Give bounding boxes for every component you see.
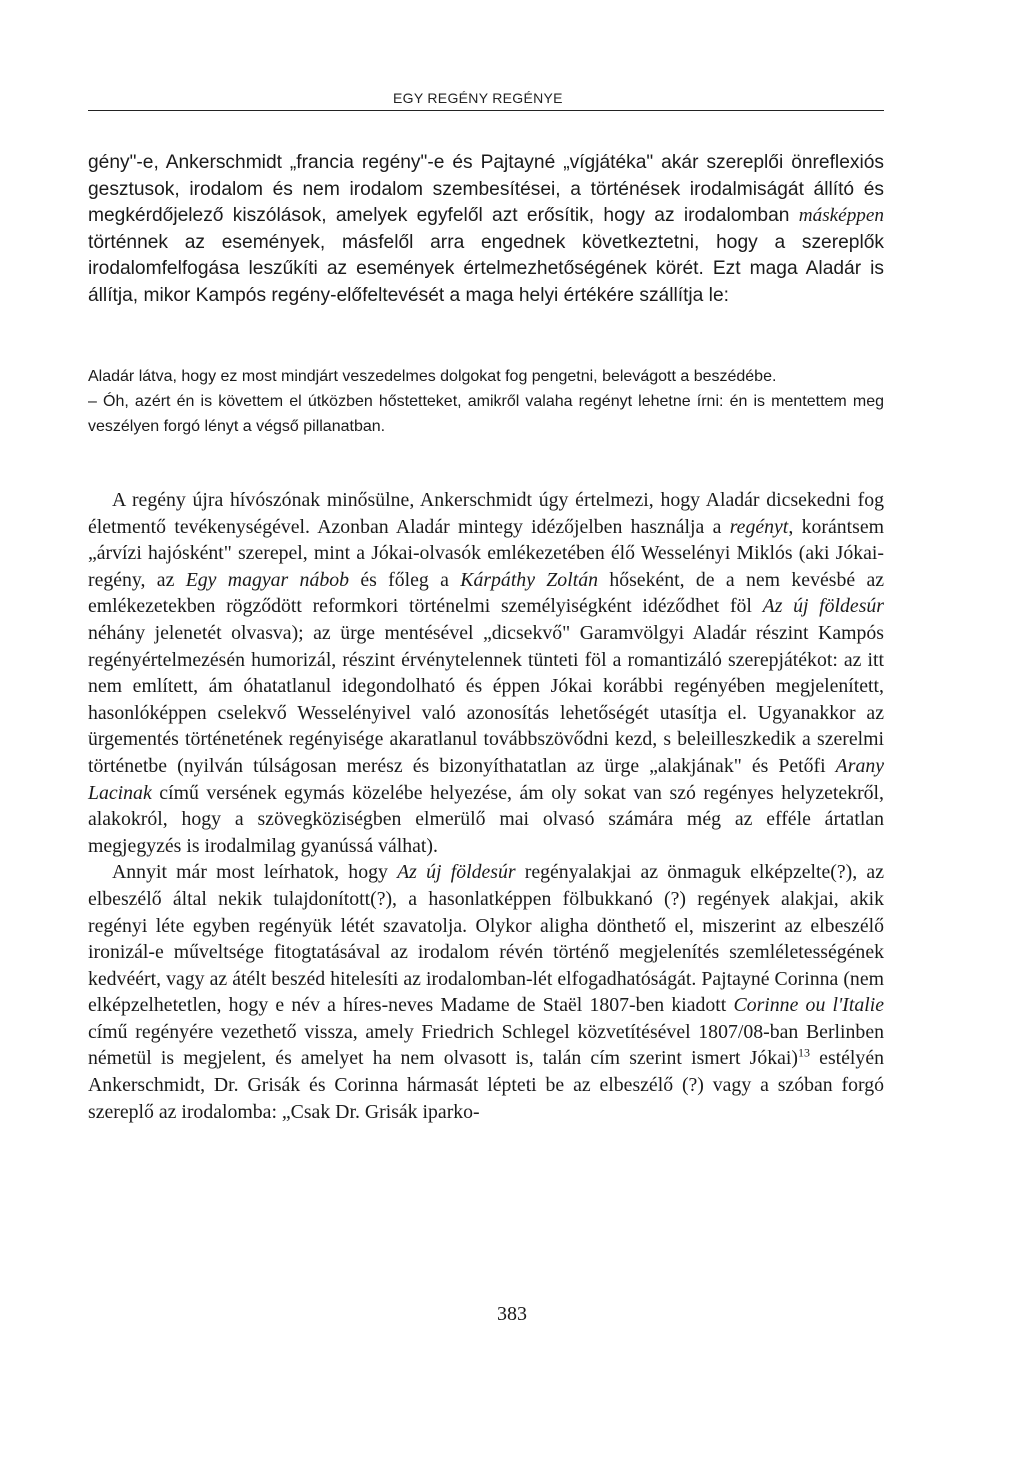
- text-run: hőseként, de a nem kevésbé az emlékezetekben rögződött reformkori történelmi személyiségként idéződhet föl: [88, 568, 885, 618]
- italic-title: Az új földesúr: [397, 861, 516, 884]
- quotation-paragraph: Aladár látva, hogy ez most mindjárt veszedelmes dolgokat fog pengetni, belevágott a beszédébe.: [88, 368, 777, 385]
- running-head: [88, 86, 884, 111]
- text-run: gény"-e, Ankerschmidt „francia regény"-e és Pajtayné „vígjátéka" akár szereplői önreflexiós gesztusok, irodalom és nem irodalom szembesítései, a történések irodalmiságát állító és megkérdőjelező kiszólások, amelyek egyfelől azt erősítik, hogy az irodalomban: [88, 152, 884, 226]
- page-number: 383: [497, 1303, 527, 1325]
- italic-title: Egy magyar nábob: [185, 568, 350, 591]
- text-run: , korántsem „árvízi hajósként" szerepel, mint a Jókai-olvasók emlékezetében élő Wesselényi Miklós (aki Jókai-regény, az: [88, 515, 884, 591]
- text-run: néhány jelenetét olvasva); az ürge mentésével „dicsekvő" Garamvölgyi Aladár részint Kampós regényértelmezésén humorizál, részint érvénytelennek tünteti föl a romantizáló szerepjátékot: az itt nem említett, ám óhatatlanul idegondolható és éppen Jókai korábbi regényében megjelenített, hasonlóképpen cselekvő Wesselényivel való azonosítás lehetőségét utasítja el. Ugyanakkor az ürgementés történetének regényisége akaratlanul továbbszövődni kezd, s beleilleszkedik a szerelmi történetbe (nyilván túlságosan merész és bizonyíthatatlan az ürge „alakjának" és Petőfi: [88, 621, 884, 777]
- running-head-title: EGY REGÉNY REGÉNYE: [393, 90, 563, 106]
- text-run: történnek az események, másfelől arra engednek következtetni, hogy a szereplők irodalomfelfogása leszűkíti az események értelmezhetőségének körét. Ezt maga Aladár is állítja, mikor Kampós regény-előfeltevését a maga helyi értékére szállítja le:: [88, 231, 884, 306]
- italic-title: Kárpáthy Zoltán: [460, 568, 598, 591]
- italic-title: Az új földesúr: [762, 595, 884, 618]
- italic-text: regényt: [729, 515, 789, 538]
- footnote-reference[interactable]: 13: [798, 1045, 811, 1060]
- italic-title: Arany Lacinak: [88, 754, 884, 804]
- block-quotation: [88, 364, 884, 439]
- continuation-text: [88, 150, 884, 309]
- quotation-paragraph: – Óh, azért én is követtem el útközben hőstetteket, amikről valaha regényt lehetne írni: én is mentettem meg veszélyen forgó lényt a végső pillanatban.: [88, 393, 884, 435]
- italic-title: Corinne ou l'Italie: [733, 994, 885, 1017]
- text-run: A regény újra hívószónak minősülne, Ankerschmidt úgy értelmezi, hogy Aladár dicsekedni fog életmentő tevékenységével. Azonban Aladár mintegy idézőjelben használja a: [88, 489, 884, 538]
- body-paragraph: [88, 859, 884, 1125]
- text-run: című regényére vezethető vissza, amely Friedrich Schlegel közvetítésével 1807/08-ban Berlinben németül is megjelent, és amelyet ha nem olvasott is, talán cím szerint ismert Jókai): [88, 1020, 884, 1070]
- text-run: és főleg a: [349, 568, 461, 591]
- text-run: estélyén Ankerschmidt, Dr. Grisák és Corinna hármasát lépteti be az elbeszélő (?) vagy a szóban forgó szereplő az irodalomba: „Csak Dr. Grisák iparko-: [88, 1047, 884, 1123]
- text-run: regényalakjai az önmaguk elképzelte(?), az elbeszélő által nekik tulajdonított(?), a hasonlatképpen fölbukkanó (?) regények alakjai, akik regényi léte egyben regényük létét szavatolja. Olykor aligha dönthető el, miszerint az elbeszélő ironizál-e műveltsége fitogtatásával az irodalom révén történő megjelenítés szemléletességének kedvéért, vagy az átélt beszéd hitelesíti az irodalomban-lét elfogadhatóságát. Pajtayné Corinna (nem elképzelhetetlen, hogy e név a híres-neves Madame de Staël 1807-ben kiadott: [88, 861, 884, 1017]
- emphasis-text: másképpen: [798, 205, 884, 226]
- body-text: [88, 487, 884, 1125]
- text-run: Annyit már most leírhatok, hogy: [112, 861, 398, 884]
- text-run: című versének egymás közelébe helyezése, ám oly sokat van szó regényes helyzetekről, alakokról, hogy a szövegköziségben elmerülő mai olvasó számára még az efféle ártatlan megjegyzés is irodalmilag gyanússá válhat).: [88, 781, 884, 857]
- body-paragraph: [88, 487, 884, 859]
- continuation-paragraph: [88, 150, 884, 309]
